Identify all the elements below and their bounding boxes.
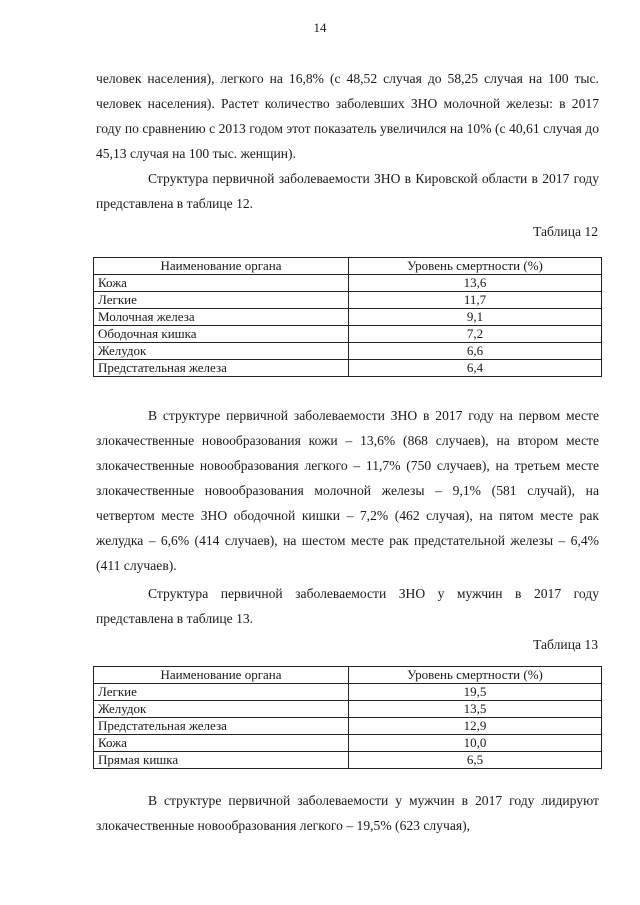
column-header-organ: Наименование органа xyxy=(94,667,349,684)
table13-caption: Таблица 13 xyxy=(533,637,598,652)
paragraph-continuation: человек населения), легкого на 16,8% (с 48,52 случая до 58,25 случая на 100 тыс. человек населения). Растет количество заболевших ЗНО молочной железы: в 2017 году по сравнению с 2013 годом этот показатель увеличился на 10% (с 40,61 случая до 45,13 случая на 100 тыс. женщин). xyxy=(96,71,599,161)
table-header-row xyxy=(94,667,602,684)
table-13 xyxy=(93,666,602,769)
table-row xyxy=(94,752,602,769)
value-cell: 10,0 xyxy=(349,735,602,752)
table-row xyxy=(94,343,602,360)
table-row xyxy=(94,326,602,343)
value-cell: 6,6 xyxy=(349,343,602,360)
table-row xyxy=(94,701,602,718)
value-cell: 11,7 xyxy=(349,292,602,309)
value-cell: 12,9 xyxy=(349,718,602,735)
value-cell: 9,1 xyxy=(349,309,602,326)
table-row xyxy=(94,684,602,701)
column-header-organ: Наименование органа xyxy=(94,258,349,275)
organ-cell: Легкие xyxy=(94,292,349,309)
organ-cell: Предстательная железа xyxy=(94,718,349,735)
value-cell: 6,5 xyxy=(349,752,602,769)
value-cell: 6,4 xyxy=(349,360,602,377)
organ-cell: Кожа xyxy=(94,275,349,292)
table-12 xyxy=(93,257,602,377)
table-row xyxy=(94,275,602,292)
table-row xyxy=(94,309,602,326)
column-header-level: Уровень смертности (%) xyxy=(349,258,602,275)
organ-cell: Ободочная кишка xyxy=(94,326,349,343)
paragraph-table13-intro: Структура первичной заболеваемости ЗНО у мужчин в 2017 году представлена в таблице 13. xyxy=(96,586,599,626)
value-cell: 7,2 xyxy=(349,326,602,343)
table-header-row xyxy=(94,258,602,275)
organ-cell: Молочная железа xyxy=(94,309,349,326)
paragraph-men-analysis: В структуре первичной заболеваемости у мужчин в 2017 году лидируют злокачественные новообразования легкого – 19,5% (623 случая), xyxy=(96,793,599,833)
value-cell: 19,5 xyxy=(349,684,602,701)
organ-cell: Предстательная железа xyxy=(94,360,349,377)
table-row xyxy=(94,735,602,752)
column-header-level: Уровень смертности (%) xyxy=(349,667,602,684)
table-row xyxy=(94,718,602,735)
page-number: 14 xyxy=(313,20,327,35)
table12-caption: Таблица 12 xyxy=(533,224,598,239)
paragraph-table12-intro: Структура первичной заболеваемости ЗНО в Кировской области в 2017 году представлена в таблице 12. xyxy=(96,171,599,211)
table-row xyxy=(94,292,602,309)
value-cell: 13,6 xyxy=(349,275,602,292)
organ-cell: Кожа xyxy=(94,735,349,752)
paragraph-table12-analysis: В структуре первичной заболеваемости ЗНО в 2017 году на первом месте злокачественные новообразования кожи – 13,6% (868 случаев), на втором месте злокачественные новообразования легкого – 11,7% (750 случаев), на третьем месте злокачественные новообразования молочной железы – 9,1% (581 случай), на четвертом месте ЗНО ободочной кишки – 7,2% (462 случая), на пятом месте рак желудка – 6,6% (414 случаев), на шестом месте рак предстательной железы – 6,4% (411 случаев). xyxy=(96,408,599,573)
organ-cell: Желудок xyxy=(94,343,349,360)
organ-cell: Прямая кишка xyxy=(94,752,349,769)
organ-cell: Желудок xyxy=(94,701,349,718)
value-cell: 13,5 xyxy=(349,701,602,718)
organ-cell: Легкие xyxy=(94,684,349,701)
table-row xyxy=(94,360,602,377)
